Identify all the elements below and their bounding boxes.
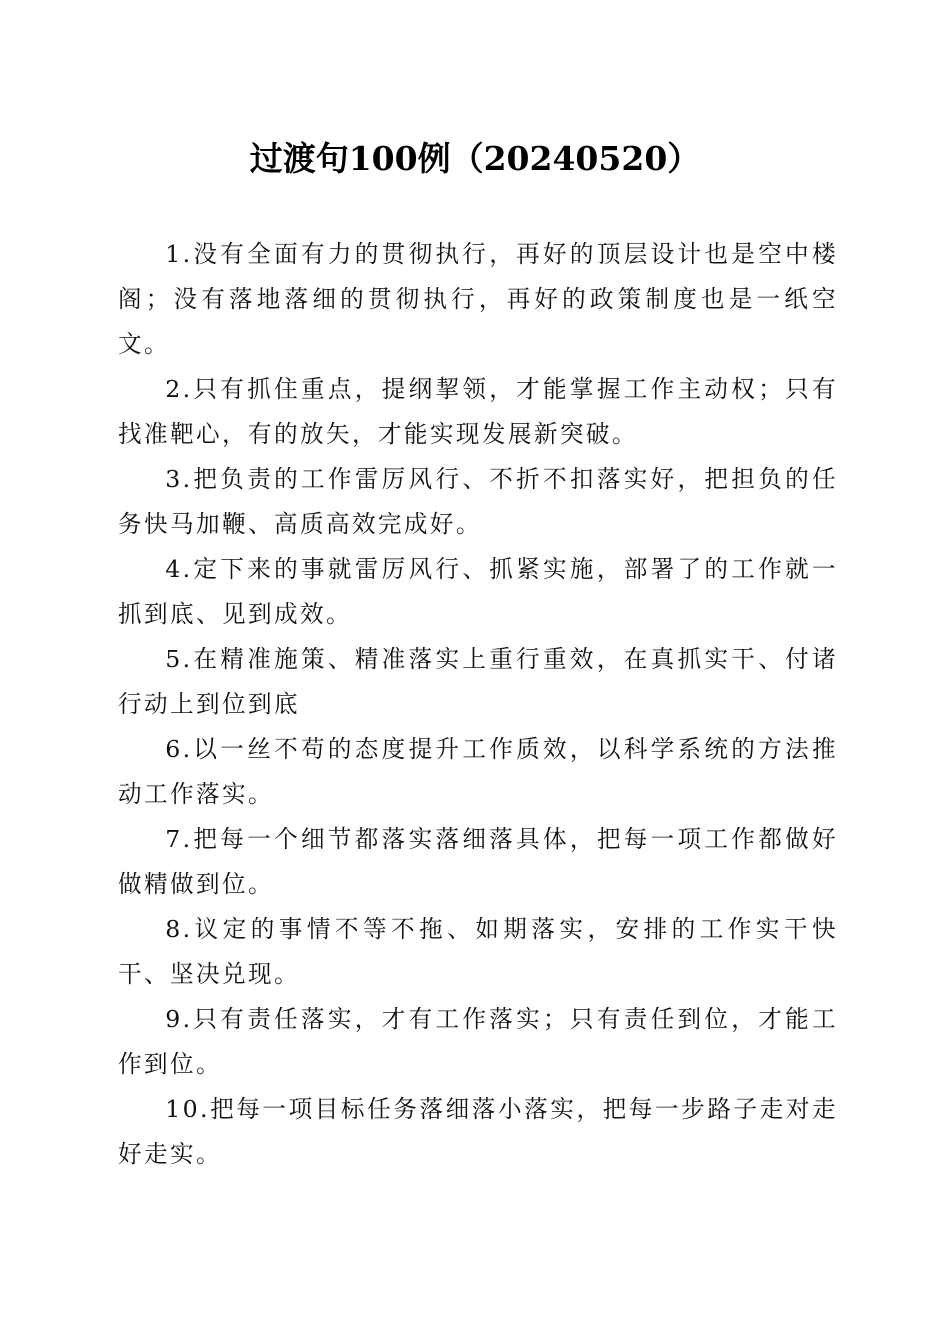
paragraph-1: 1.没有全面有力的贯彻执行，再好的顶层设计也是空中楼阁；没有落地落细的贯彻执行，再好的政策制度也是一纸空文。 [118,240,838,358]
document-body [118,232,838,1177]
paragraph-10: 10.把每一项目标任务落细落小落实，把每一步路子走对走好走实。 [118,1095,838,1168]
document-title: 过渡句100例（20240520） [249,139,701,178]
paragraph-6: 6.以一丝不苟的态度提升工作质效，以科学系统的方法推动工作落实。 [118,735,838,808]
paragraph-7: 7.把每一个细节都落实落细落具体，把每一项工作都做好做精做到位。 [118,825,838,898]
paragraph-4: 4.定下来的事就雷厉风行、抓紧实施，部署了的工作就一抓到底、见到成效。 [118,555,838,628]
paragraph-2: 2.只有抓住重点，提纲挈领，才能掌握工作主动权；只有找准靶心，有的放矢，才能实现发展新突破。 [118,375,838,448]
paragraph-3: 3.把负责的工作雷厉风行、不折不扣落实好，把担负的任务快马加鞭、高质高效完成好。 [118,465,838,538]
paragraph-9: 9.只有责任落实，才有工作落实；只有责任到位，才能工作到位。 [118,1005,838,1078]
paragraph-8: 8.议定的事情不等不拖、如期落实，安排的工作实干快干、坚决兑现。 [118,915,838,988]
paragraph-5: 5.在精准施策、精准落实上重行重效，在真抓实干、付诸行动上到位到底 [118,645,838,718]
